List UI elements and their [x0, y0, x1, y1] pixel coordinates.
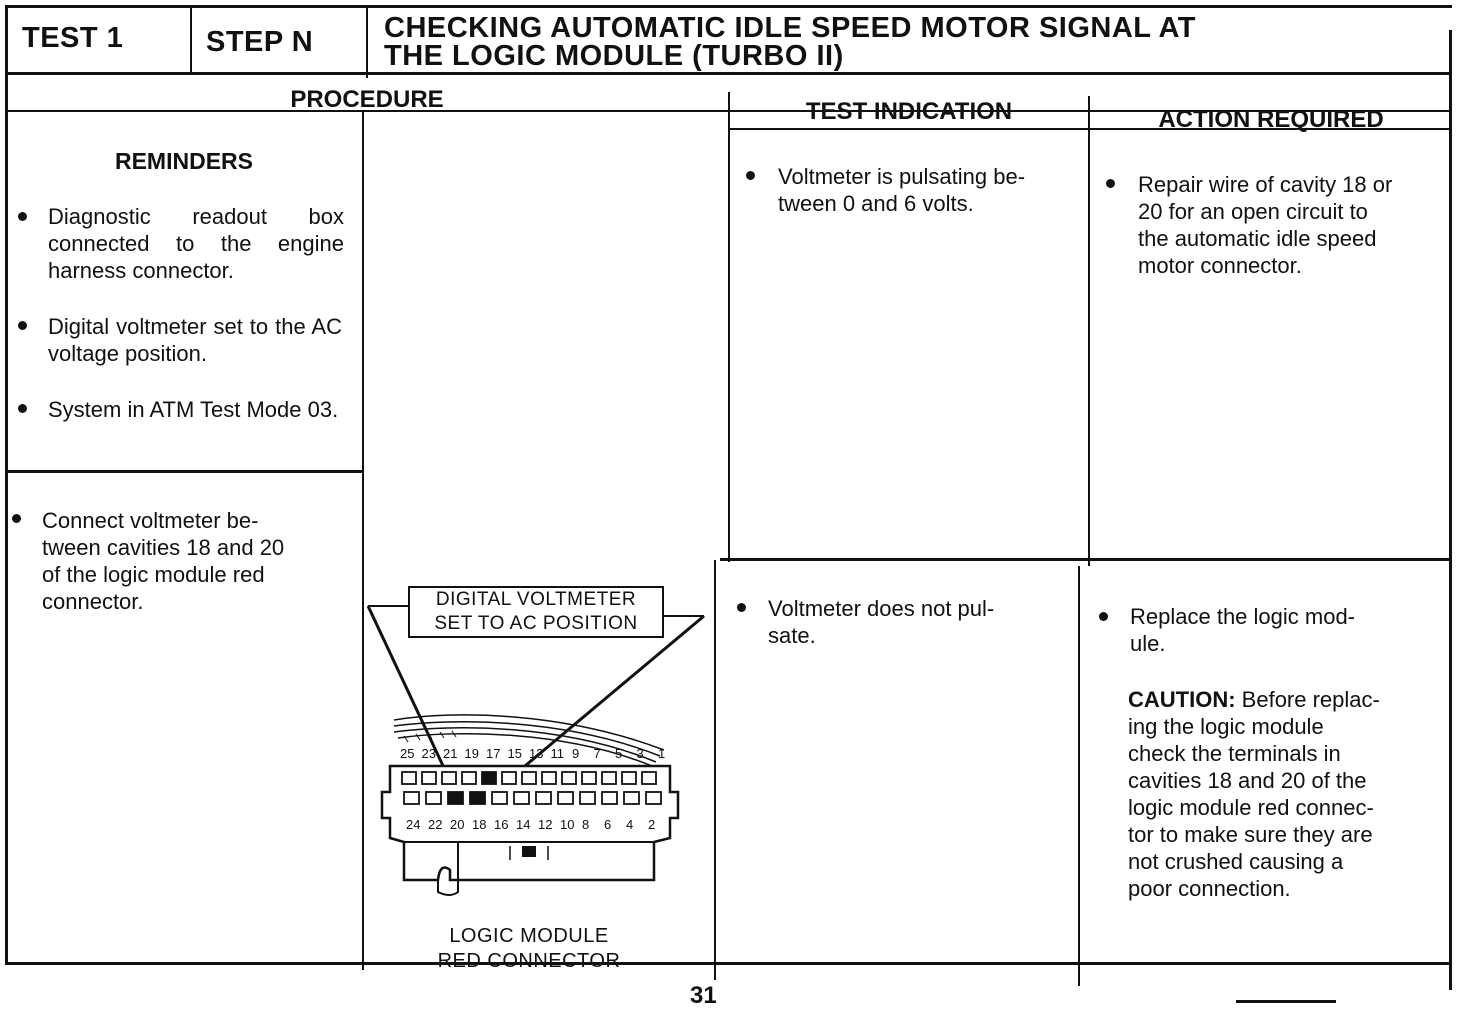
pin-label: 6 — [604, 817, 612, 832]
caution-block — [1128, 686, 1426, 902]
cavity — [522, 772, 536, 784]
footer-rule — [1236, 1000, 1336, 1003]
bullet-icon — [18, 321, 27, 330]
caution-line: tor to make sure they are — [1128, 822, 1373, 847]
procedure-step-line: Connect voltmeter be- — [42, 508, 259, 533]
cavity — [502, 772, 516, 784]
action-line: the automatic idle speed — [1138, 226, 1377, 251]
caution-line: check the terminals in — [1128, 741, 1341, 766]
procedure-heading: PROCEDURE — [290, 86, 444, 113]
pin-label: 23 — [421, 746, 436, 761]
cavity — [402, 772, 416, 784]
action-line: Repair wire of cavity 18 or — [1138, 172, 1393, 197]
pin-label: 14 — [516, 817, 531, 832]
diagram-caption — [364, 924, 694, 974]
cavity — [536, 792, 551, 804]
reminder-item: Diagnostic readout box connected to the engine harness connector. — [48, 204, 344, 283]
procedure-step — [42, 507, 340, 615]
indication-text — [778, 163, 1074, 217]
cavity — [646, 792, 661, 804]
voltmeter-callout — [408, 586, 664, 638]
caution-line: logic module red connec- — [1128, 795, 1374, 820]
action-line: 20 for an open circuit to — [1138, 199, 1368, 224]
cavity — [582, 772, 596, 784]
cavity — [426, 792, 441, 804]
caution-line: Before replac- — [1241, 687, 1380, 712]
pin-label: 21 — [443, 746, 458, 761]
cavity — [492, 792, 507, 804]
procedure-step-line: connector. — [42, 589, 144, 614]
pin-label: 20 — [450, 817, 465, 832]
title-line-1: CHECKING AUTOMATIC IDLE SPEED MOTOR SIGNAL AT — [384, 12, 1196, 44]
test-indication-heading: TEST INDICATION — [805, 98, 1013, 125]
cavity — [624, 792, 639, 804]
pin-label: 2 — [648, 817, 656, 832]
indication-line: Voltmeter is pulsating be- — [778, 164, 1026, 189]
indication-text — [768, 595, 1064, 649]
cavity — [558, 792, 573, 804]
caution-line: not crushed causing a — [1128, 849, 1344, 874]
pin-label: 11 — [550, 746, 564, 761]
cavity — [542, 772, 556, 784]
pin-label: 5 — [615, 746, 623, 761]
caution-label: CAUTION: — [1128, 687, 1236, 712]
pin-label: 15 — [507, 746, 522, 761]
pin-label: 1 — [658, 746, 666, 761]
cavity — [422, 772, 436, 784]
caution-line: cavities 18 and 20 of the — [1128, 768, 1367, 793]
title-line-2: THE LOGIC MODULE (TURBO II) — [384, 40, 844, 72]
bullet-icon — [737, 603, 746, 612]
pin-label: 7 — [593, 746, 601, 761]
action-text — [1138, 171, 1436, 279]
bullet-icon — [1106, 179, 1115, 188]
action-text — [1130, 603, 1426, 657]
cavity — [602, 792, 617, 804]
cavity-probed — [470, 792, 485, 804]
procedure-step-line: tween cavities 18 and 20 — [42, 535, 285, 560]
bullet-icon — [746, 171, 755, 180]
cavity — [462, 772, 476, 784]
cavity — [562, 772, 576, 784]
pin-label: 3 — [636, 746, 644, 761]
caution-first-line — [1128, 686, 1426, 713]
cavity-probed — [448, 792, 463, 804]
callout-line-1: DIGITAL VOLTMETER — [435, 589, 637, 610]
caption-line-1: LOGIC MODULE — [449, 925, 609, 947]
page-number: 31 — [690, 982, 717, 1009]
cavity — [404, 792, 419, 804]
pin-label: 4 — [626, 817, 634, 832]
cavity — [482, 772, 496, 784]
step-label: STEP N — [206, 26, 314, 58]
cavity — [622, 772, 636, 784]
action-line: Replace the logic mod- — [1130, 604, 1356, 629]
cavity — [442, 772, 456, 784]
indication-line: tween 0 and 6 volts. — [778, 191, 974, 216]
caution-line: ing the logic module — [1128, 714, 1324, 739]
pin-label: 16 — [494, 817, 509, 832]
cavity — [580, 792, 595, 804]
bullet-icon — [12, 514, 21, 523]
bullet-icon — [18, 404, 27, 413]
page-title — [384, 14, 1196, 70]
reminder-item: System in ATM Test Mode 03. — [48, 397, 339, 422]
action-line: ule. — [1130, 631, 1166, 656]
action-line: motor connector. — [1138, 253, 1302, 278]
cavity — [514, 792, 529, 804]
procedure-step-line: of the logic module red — [42, 562, 265, 587]
indication-line: sate. — [768, 623, 816, 648]
test-label: TEST 1 — [22, 22, 124, 54]
cavity — [642, 772, 656, 784]
caution-line: poor connection. — [1128, 876, 1291, 901]
pin-label: 25 — [400, 746, 415, 761]
pin-label: 24 — [406, 817, 421, 832]
pin-label: 9 — [572, 746, 580, 761]
bullet-icon — [18, 212, 27, 221]
pin-label: 13 — [529, 746, 544, 761]
indication-line: Voltmeter does not pul- — [768, 596, 995, 621]
cavity — [602, 772, 616, 784]
callout-line-2: SET TO AC POSITION — [434, 613, 638, 634]
pin-label: 18 — [472, 817, 487, 832]
pin-label: 19 — [464, 746, 479, 761]
action-required-heading: ACTION REQUIRED — [1158, 106, 1384, 133]
pin-label: 8 — [582, 817, 590, 832]
pin-label: 17 — [486, 746, 501, 761]
caption-line-2: RED CONNECTOR — [437, 950, 621, 972]
pin-label: 22 — [428, 817, 443, 832]
connector-key — [522, 846, 536, 857]
bullet-icon — [1099, 612, 1108, 621]
pin-label: 12 — [538, 817, 553, 832]
reminders-heading: REMINDERS — [114, 148, 253, 174]
pin-label: 10 — [560, 817, 575, 832]
reminder-item: Digital voltmeter set to the AC voltage position. — [48, 314, 342, 366]
